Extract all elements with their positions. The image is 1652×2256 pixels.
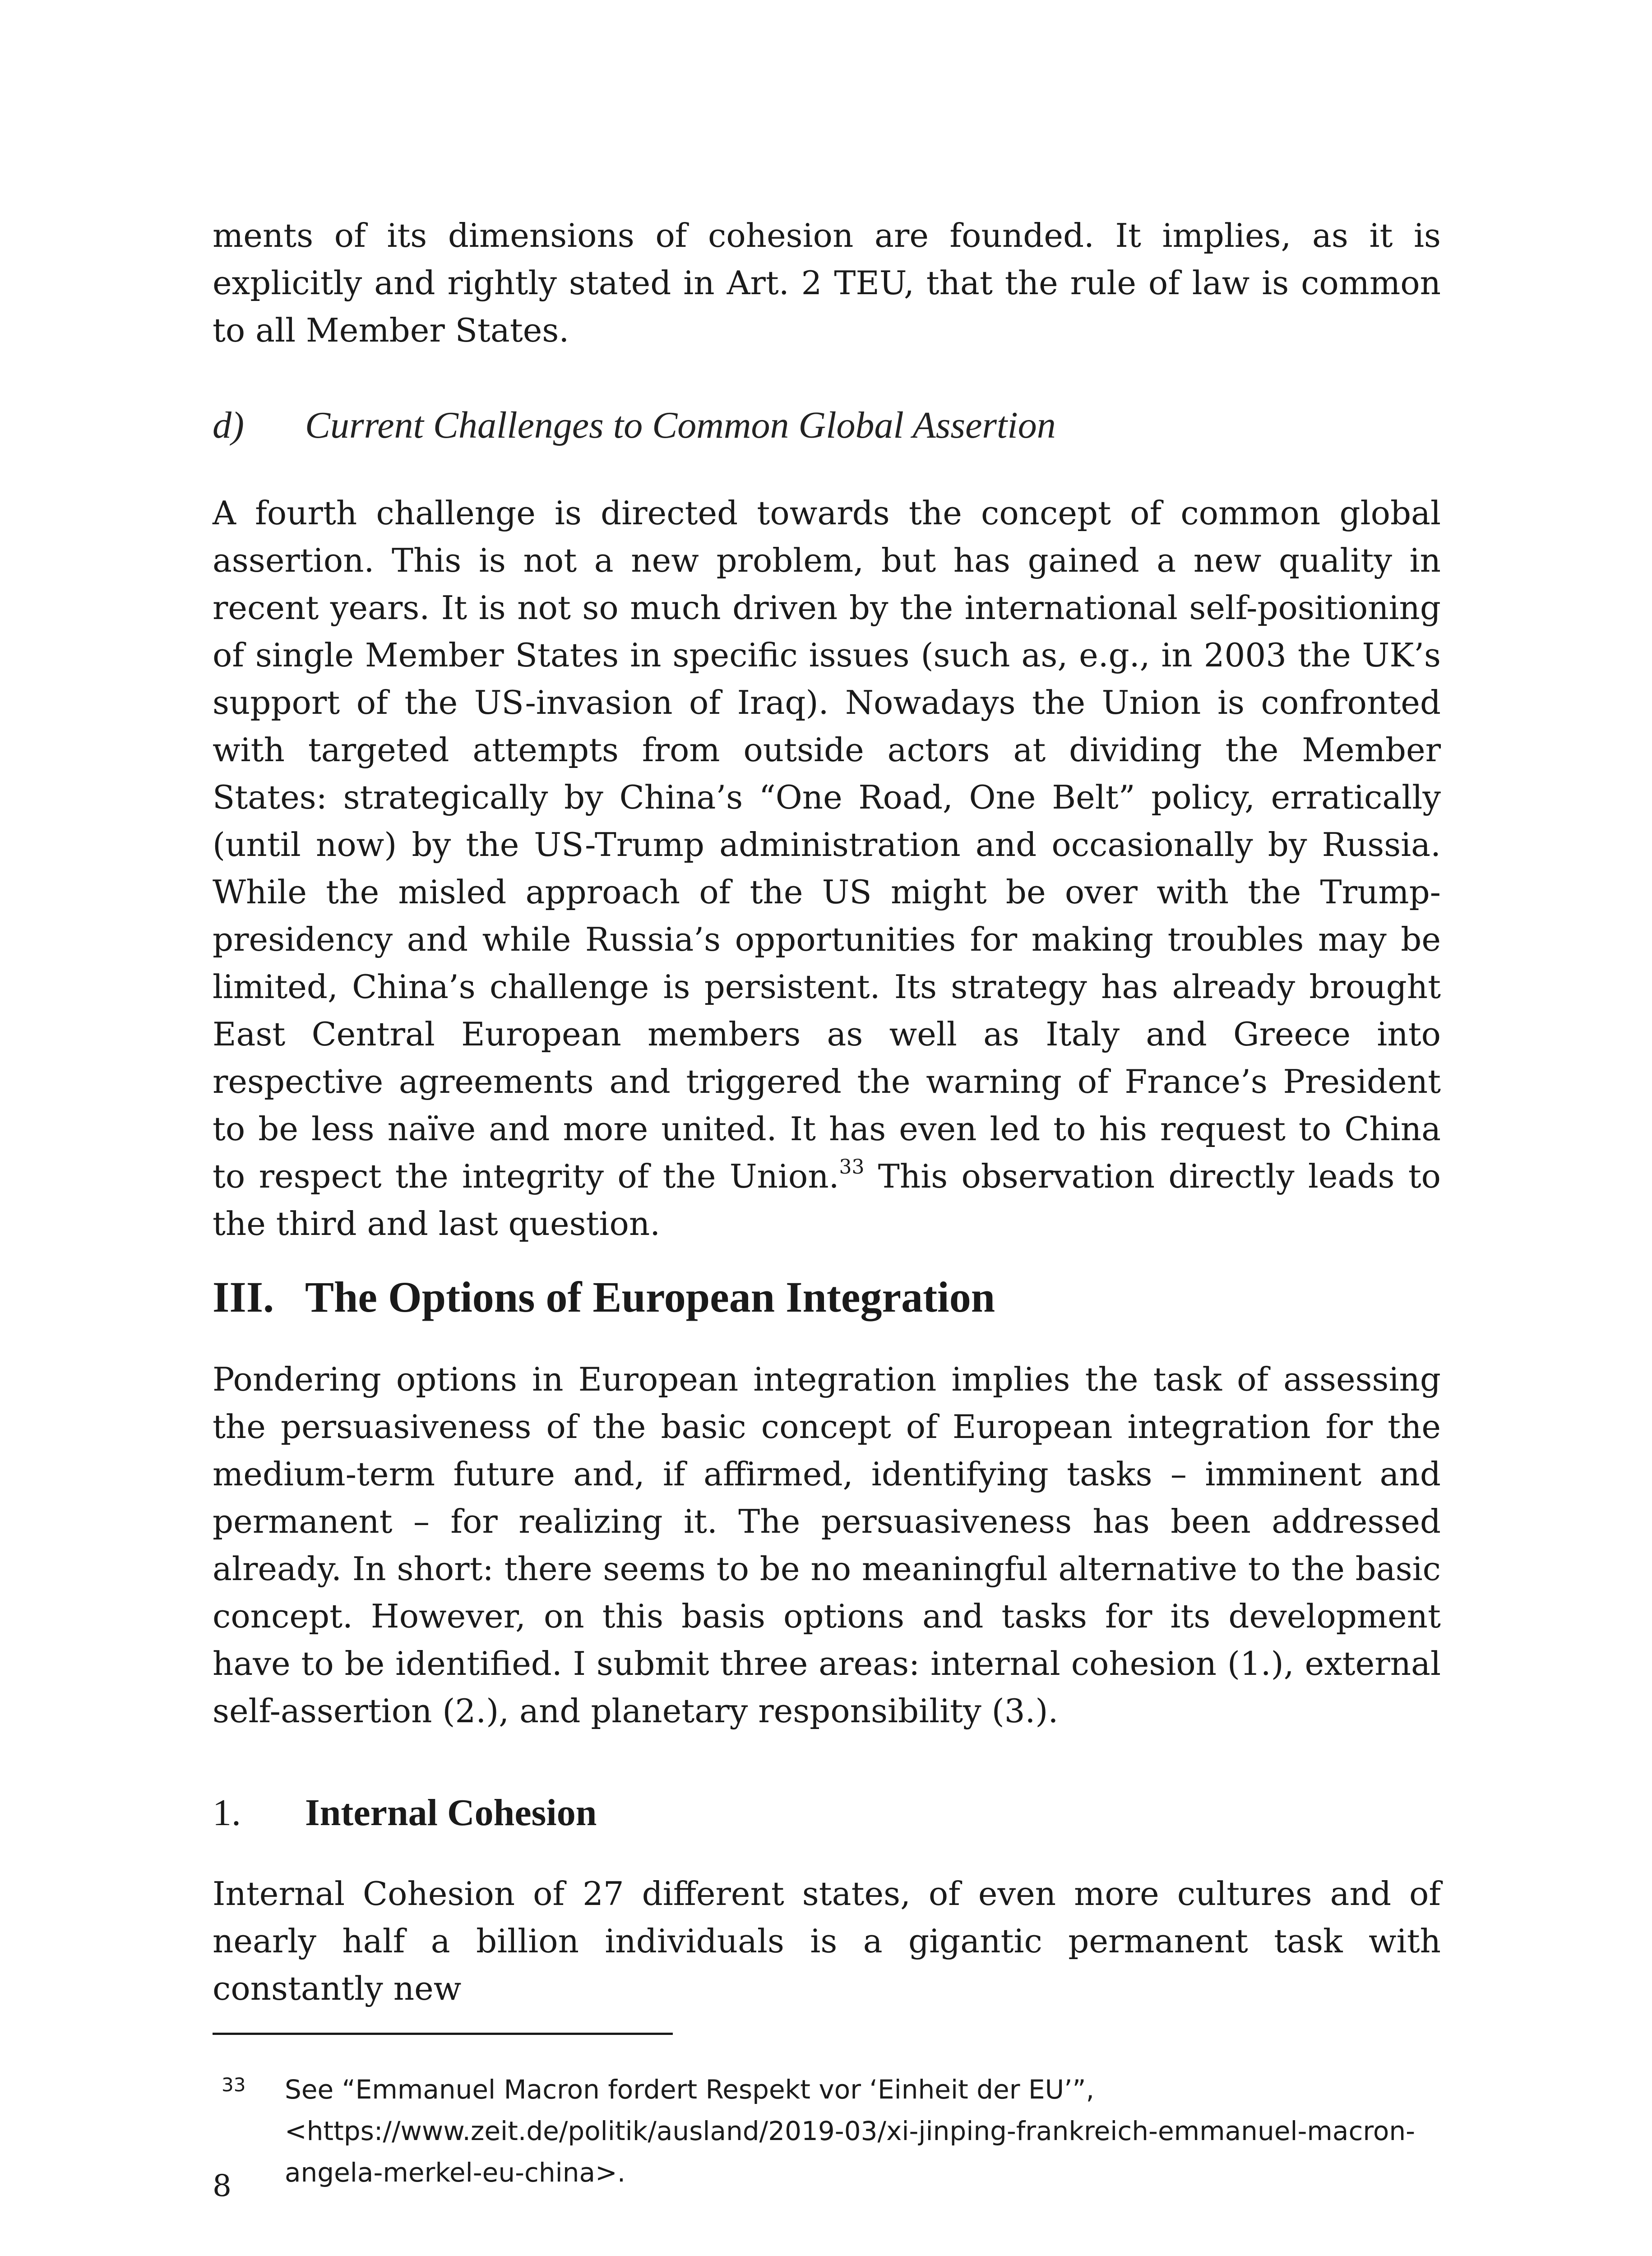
footnote-separator	[213, 2033, 673, 2035]
paragraph-continuation	[213, 212, 1441, 354]
footnote	[213, 2069, 1441, 2193]
subsection-heading-1	[213, 1789, 1441, 1836]
footnote-text: See “Emmanuel Macron fordert Respekt vor ‘Einheit der EU’”, <https://www.zeit.de/politik/ausland/2019-03/xi-jinping-frankreich-emmanuel-macron-angela-merkel-eu-china>.	[285, 2074, 1416, 2188]
footnote-reference[interactable]: 33	[839, 1156, 865, 1179]
subsection-number: 1.	[213, 1792, 241, 1834]
section-heading-iii	[213, 1270, 1441, 1324]
subsection-title: Current Challenges to Common Global Assertion	[305, 404, 1056, 446]
page-number: 8	[213, 2168, 231, 2203]
footnote-number: 33	[222, 2074, 246, 2096]
paragraph-internal-cohesion	[213, 1870, 1441, 2012]
paragraph-text: Internal Cohesion of 27 different states, of even more cultures and of nearly half a billion individuals is a gigantic permanent task with constantly new	[213, 1875, 1441, 2007]
subsection-heading-d	[213, 402, 1441, 449]
paragraph-text: Pondering options in European integration implies the task of assessing the persuasiveness of the basic concept of European integration for the medium-term future and, if affirmed, identifying tasks – imminent and permanent – for realizing it. The persuasiveness has been addressed already. In short: there seems to be no meaningful alternative to the basic concept. However, on this basis options and tasks for its development have to be identified. I submit three areas: internal cohesion (1.), external self-assertion (2.), and planetary responsibility (3.).	[213, 1360, 1441, 1730]
subsection-number: d)	[213, 404, 244, 446]
paragraph-text-part: This observation directly leads to the third and last question.	[213, 1157, 1441, 1243]
paragraph-global-assertion	[213, 490, 1441, 1248]
section-number: III.	[213, 1273, 274, 1321]
paragraph-options	[213, 1356, 1441, 1735]
subsection-title: Internal Cohesion	[305, 1792, 597, 1834]
paragraph-text	[213, 490, 1441, 1248]
paragraph-text-part: A fourth challenge is directed towards the concept of common global assertion. This is not a new problem, but has gained a new quality in recent years. It is not so much driven by the international self-positioning of single Member States in specific issues (such as, e.g., in 2003 the UK’s support of the US-invasion of Iraq). Nowadays the Union is confronted with targeted attempts from outside actors at dividing the Member States: strategically by China’s “One Road, One Belt” policy, erratically (until now) by the US-Trump administration and occasionally by Russia. While the misled approach of the US might be over with the Trump-presidency and while Russia’s opportunities for making troubles may be limited, China’s challenge is persistent. Its strategy has already brought East Central European members as well as Italy and Greece into respective agreements and triggered the warning of France’s President to be less naïve and more united. It has even led to his request to China to respect the integrity of the Union.	[213, 494, 1441, 1195]
paragraph-text: ments of its dimensions of cohesion are founded. It implies, as it is explicitly and rightly stated in Art. 2 TEU, that the rule of law is common to all Member States.	[213, 217, 1441, 349]
section-title: The Options of European Integration	[305, 1273, 995, 1321]
